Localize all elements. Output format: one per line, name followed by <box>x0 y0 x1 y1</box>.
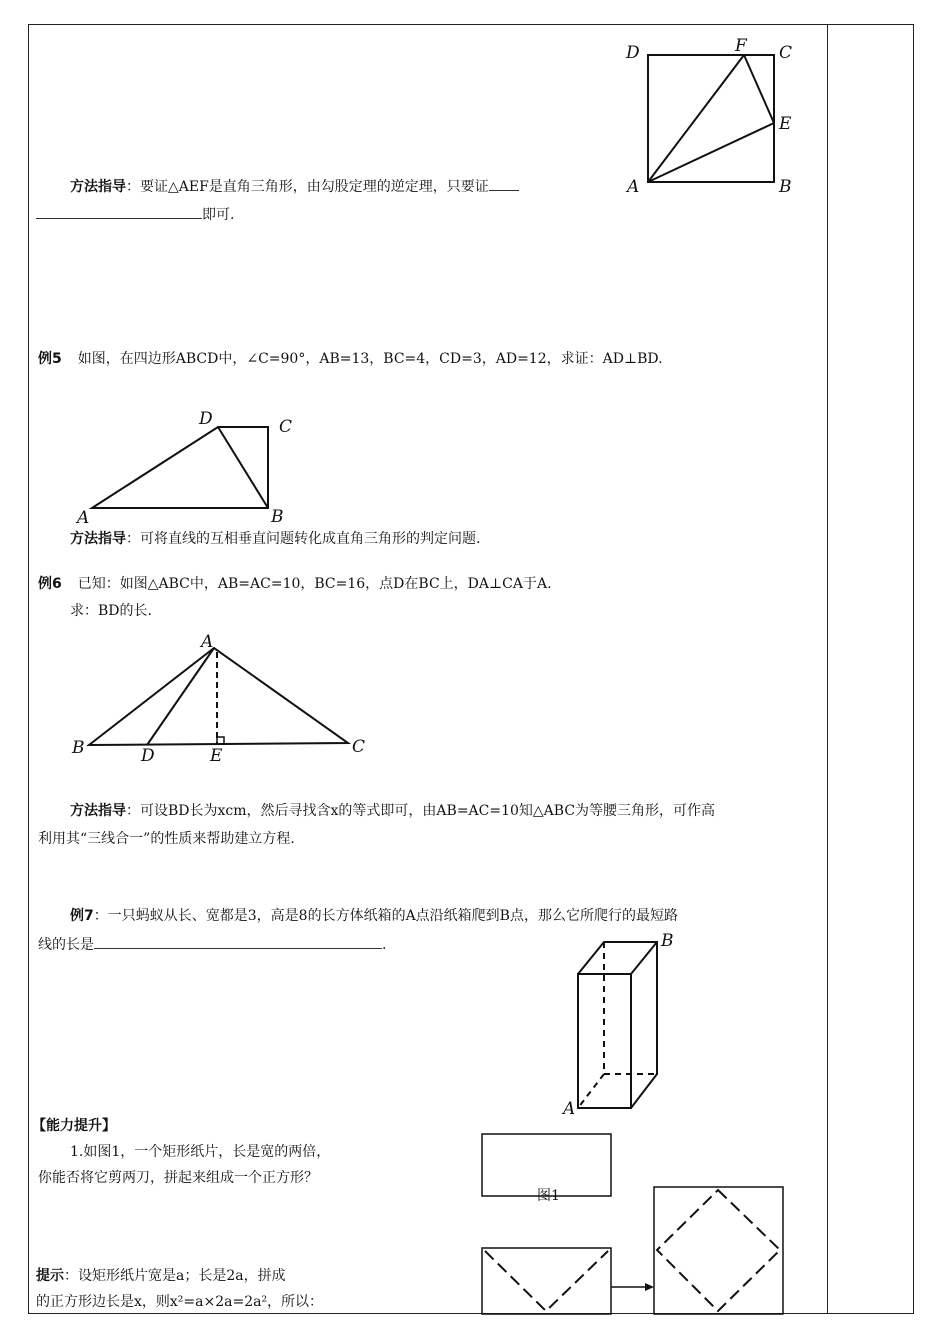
label-quad-A: A <box>77 508 90 528</box>
label-quad-B: B <box>271 507 284 527</box>
cut-rectangle <box>482 1248 611 1314</box>
label-tri-B: B <box>72 738 85 758</box>
method-text-5: ：可将直线的互相垂直问题转化成直角三角形的判定问题. <box>126 531 481 547</box>
example-7-label: 例7 <box>70 908 94 924</box>
method-guide-6-line2: 利用其“三线合一”的性质来帮助建立方程. <box>38 831 295 847</box>
example-7-line2-end: . <box>382 937 387 953</box>
label-tri-E: E <box>210 746 223 766</box>
hint-label: 提示 <box>36 1268 64 1284</box>
label-square-E: E <box>779 114 792 134</box>
assembled-square <box>654 1187 783 1314</box>
ability-q1-line2: 你能否将它剪两刀，拼起来组成一个正方形？ <box>38 1170 318 1186</box>
label-quad-D: D <box>199 409 213 429</box>
method-label-1: 方法指导 <box>70 179 126 195</box>
rectangle-figure-1 <box>482 1134 611 1196</box>
example-5-text: 如图，在四边形ABCD中，∠C=90°，AB=13，BC=4，CD=3，AD=12，求证：AD⊥BD. <box>77 351 663 367</box>
example-6-line2: 求：BD的长. <box>70 603 152 619</box>
label-square-C: C <box>779 43 793 63</box>
method-label-6: 方法指导 <box>70 803 126 819</box>
method-label-5: 方法指导 <box>70 531 126 547</box>
label-square-B: B <box>779 177 792 197</box>
example-7-line2-text: 线的长是 <box>38 937 94 953</box>
hint-line2: 的正方形边长是x，则x²=a×2a=2a²，所以： <box>36 1294 324 1310</box>
label-tri-A: A <box>201 632 214 652</box>
ability-heading: 【能力提升】 <box>32 1118 116 1134</box>
arrow <box>611 1283 654 1291</box>
label-square-D: D <box>626 43 640 63</box>
label-box-B: B <box>661 931 674 951</box>
label-box-A: A <box>563 1099 576 1119</box>
method-text-1: ：要证△AEF是直角三角形，由勾股定理的逆定理，只要证 <box>126 179 489 195</box>
label-tri-D: D <box>141 746 155 766</box>
method-end-1: 即可. <box>202 207 235 223</box>
method-text-6a: ：可设BD长为xcm，然后寻找含x的等式即可，由AB=AC=10知△ABC为等腰三角形，可作高 <box>126 803 716 819</box>
ability-q1-line1: 1.如图1，一个矩形纸片，长是宽的两倍， <box>70 1144 331 1160</box>
label-tri-C: C <box>352 737 366 757</box>
figure-1-caption: 图1 <box>537 1188 560 1204</box>
example-6-text: 已知：如图△ABC中，AB=AC=10，BC=16，点D在BC上，DA⊥CA于A. <box>77 576 552 592</box>
hint-line1: ：设矩形纸片宽是a；长是2a，拼成 <box>64 1268 286 1284</box>
label-quad-C: C <box>279 417 293 437</box>
example-5-label: 例5 <box>38 351 62 367</box>
label-square-A: A <box>627 177 640 197</box>
example-7-text: ：一只蚂蚁从长、宽都是3，高是8的长方体纸箱的A点沿纸箱爬到B点，那么它所爬行的最短路 <box>93 908 678 924</box>
example-6-label: 例6 <box>38 576 62 592</box>
label-square-F: F <box>735 36 747 56</box>
